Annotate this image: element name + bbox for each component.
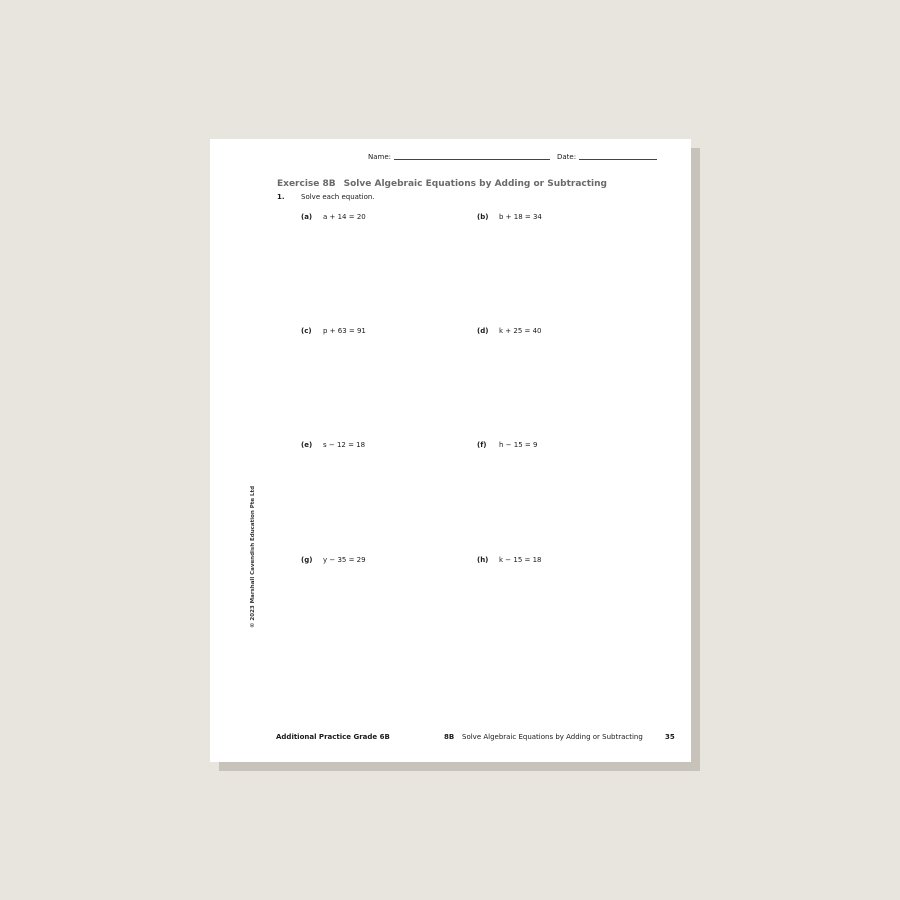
footer-book-title: Additional Practice Grade 6B (276, 733, 390, 741)
item-e (301, 441, 365, 449)
name-line[interactable] (394, 159, 550, 160)
exercise-name: Solve Algebraic Equations by Adding or Subtracting (343, 179, 607, 189)
copyright-notice: © 2023 Marshall Cavendish Education Pte Ltd (250, 485, 256, 628)
item-a (301, 213, 366, 221)
footer-page-number: 35 (665, 733, 675, 741)
question-instruction: Solve each equation. (301, 193, 375, 201)
exercise-title (277, 179, 607, 189)
item-label: (g) (301, 556, 313, 564)
item-equation: s − 12 = 18 (323, 441, 366, 449)
date-label: Date: (557, 153, 577, 161)
name-label: Name: (368, 153, 392, 161)
item-g (301, 556, 366, 564)
item-f (477, 441, 537, 449)
item-label: (b) (477, 213, 489, 221)
item-label: (f) (477, 441, 487, 449)
question-number: 1. (277, 193, 285, 201)
item-equation: y − 35 = 29 (323, 556, 366, 564)
item-d (477, 327, 542, 335)
footer-section-title: Solve Algebraic Equations by Adding or Subtracting (462, 733, 643, 741)
item-c (301, 327, 366, 335)
item-equation: k + 25 = 40 (499, 327, 542, 335)
date-line[interactable] (579, 159, 657, 160)
item-equation: h − 15 = 9 (499, 441, 538, 449)
footer-section: 8B (444, 733, 455, 741)
worksheet-page (210, 139, 691, 762)
item-label: (a) (301, 213, 313, 221)
item-equation: a + 14 = 20 (323, 213, 366, 221)
item-b (477, 213, 542, 221)
item-h (477, 556, 542, 564)
item-label: (d) (477, 327, 489, 335)
exercise-code: Exercise 8B (277, 179, 336, 189)
item-label: (e) (301, 441, 313, 449)
item-label: (c) (301, 327, 312, 335)
item-equation: p + 63 = 91 (323, 327, 366, 335)
item-equation: b + 18 = 34 (499, 213, 542, 221)
item-equation: k − 15 = 18 (499, 556, 542, 564)
item-label: (h) (477, 556, 489, 564)
